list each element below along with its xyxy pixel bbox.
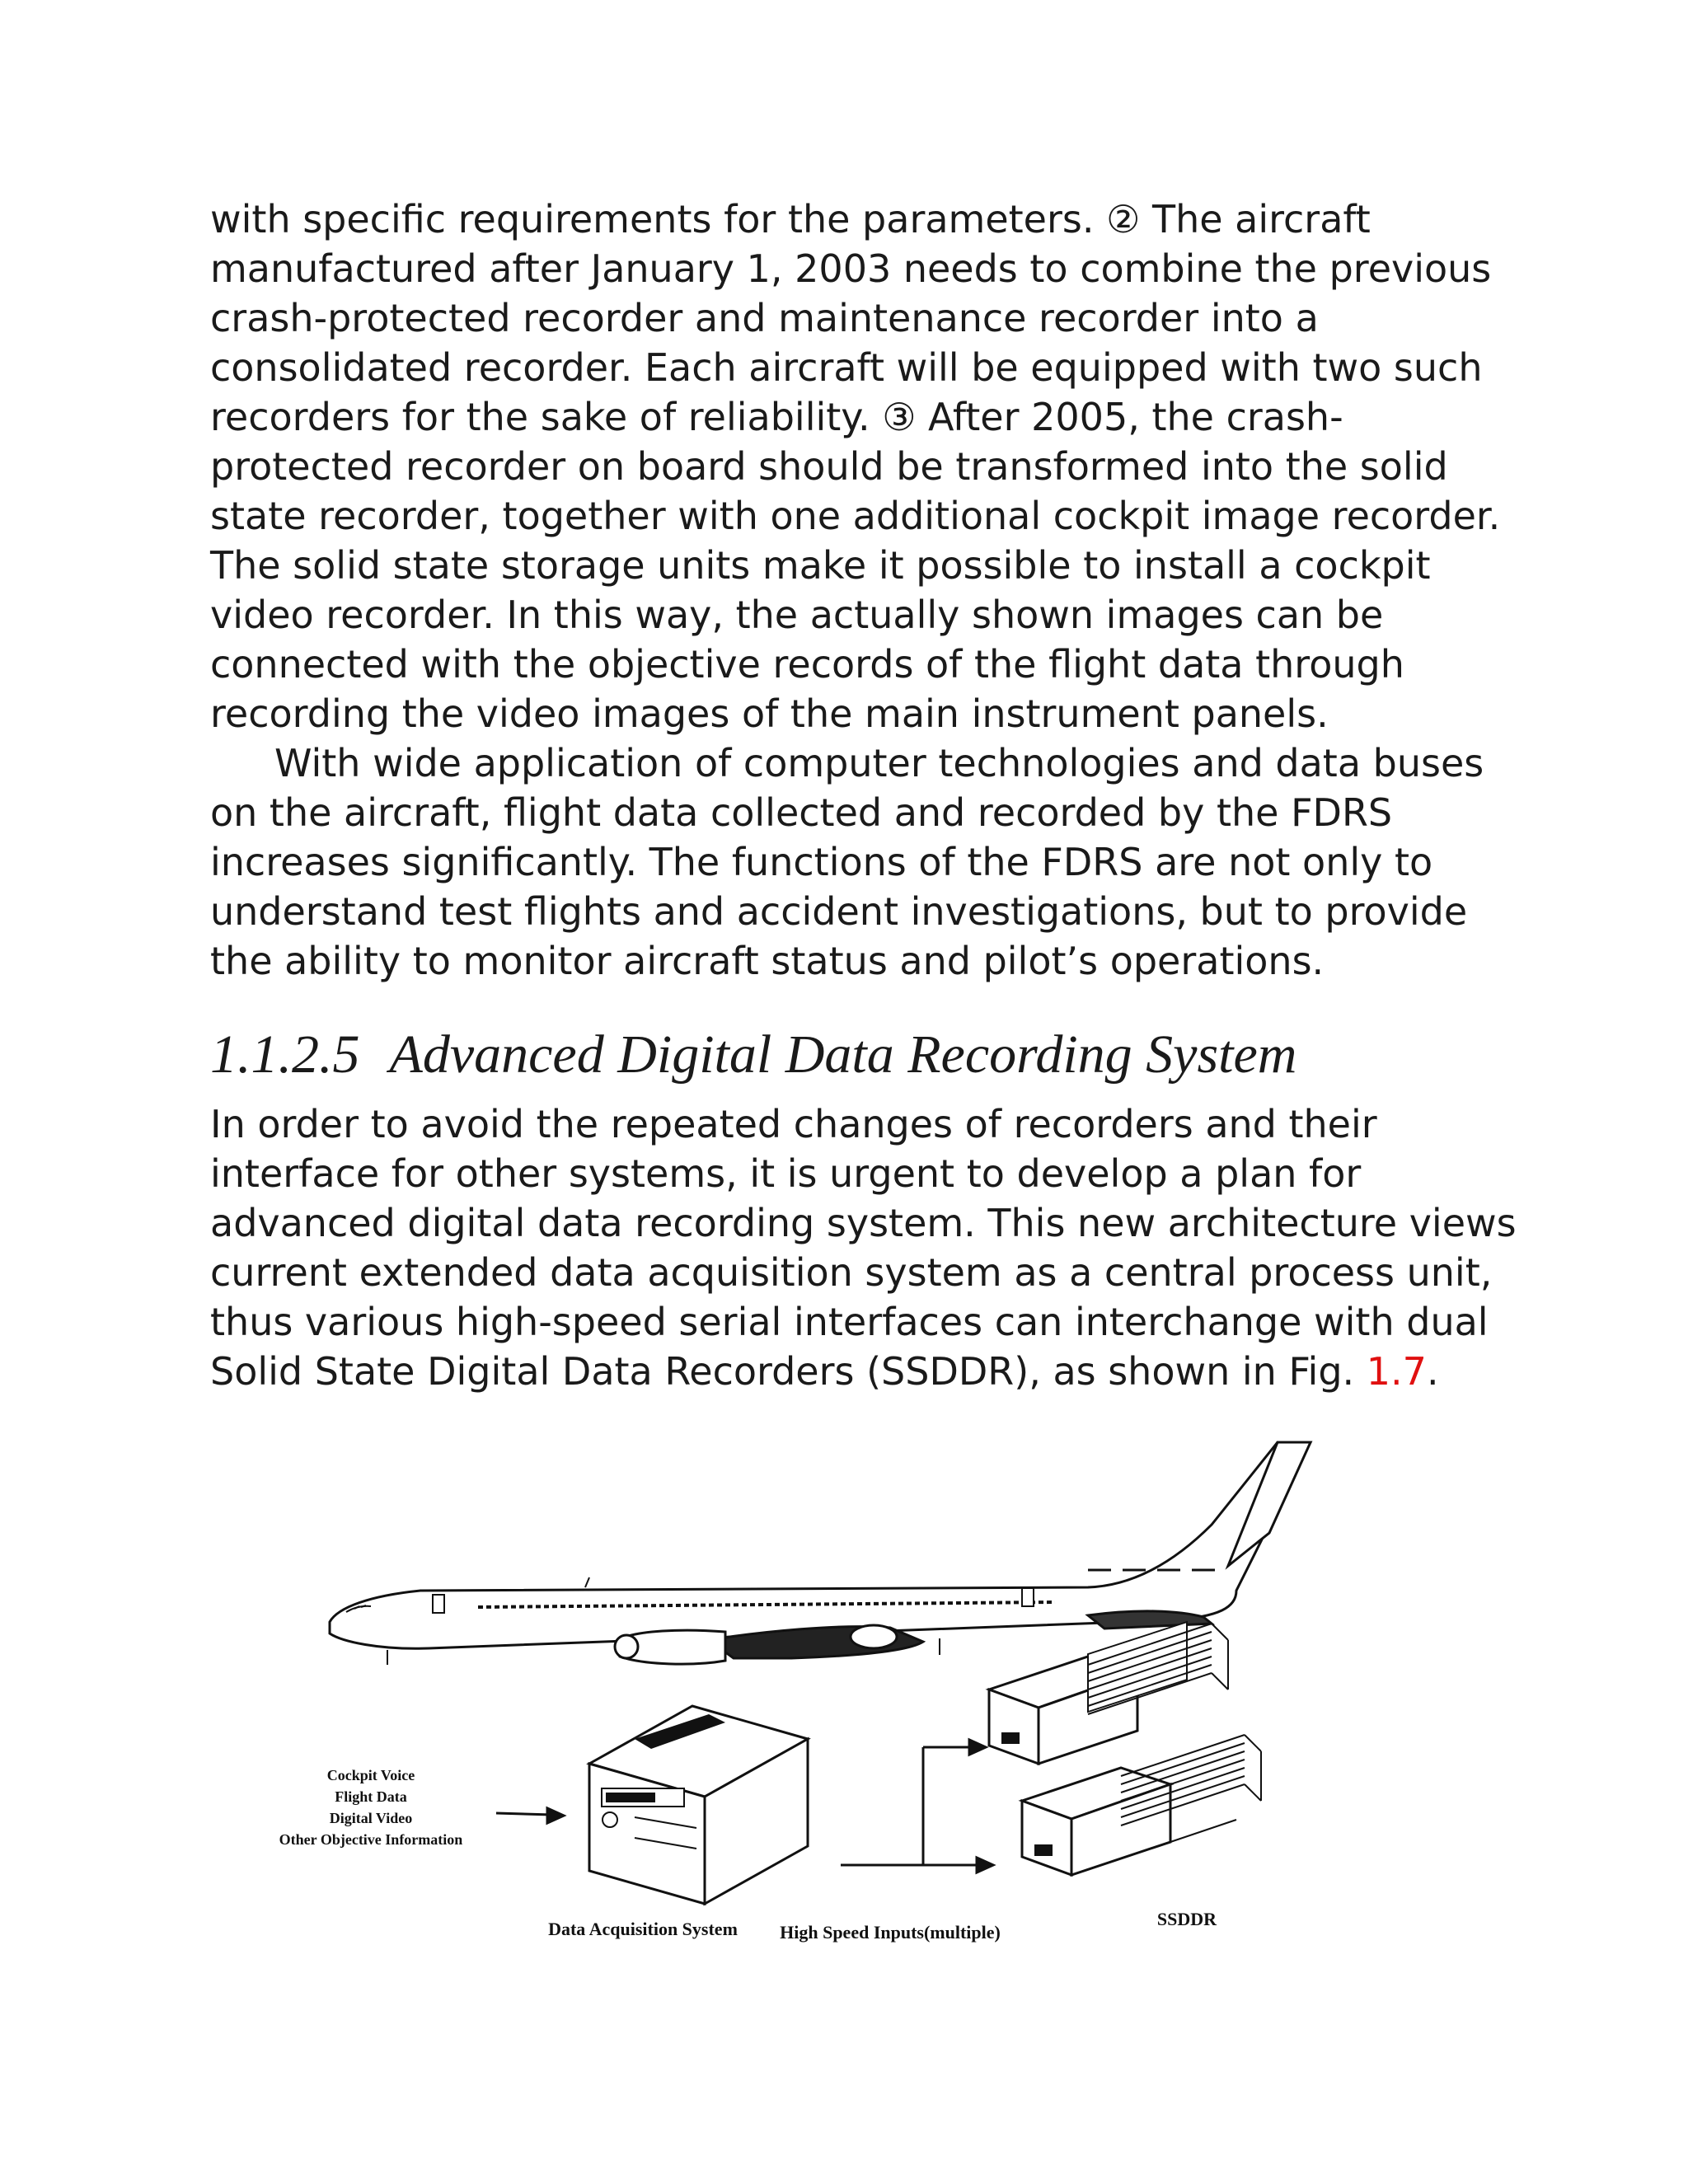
text-line: With wide application of computer technologies and data buses bbox=[274, 741, 1484, 785]
paragraph-continued bbox=[210, 194, 1501, 738]
text-line: on the aircraft, flight data collected and recorded by the FDRS bbox=[210, 790, 1393, 835]
ssddr-unit bbox=[989, 1622, 1228, 1764]
text-line: thus various high-speed serial interfaces can interchange with dual bbox=[210, 1300, 1489, 1344]
input-arrow bbox=[496, 1808, 564, 1823]
text-line: with specific requirements for the parameters. ② The aircraft bbox=[210, 197, 1371, 241]
text-line: In order to avoid the repeated changes of recorders and their bbox=[210, 1102, 1377, 1146]
paragraph-advanced-system bbox=[210, 1099, 1517, 1396]
data-acquisition-system-unit bbox=[589, 1706, 808, 1904]
text-fragment: . bbox=[1426, 1349, 1439, 1394]
text-line: understand test flights and accident investigations, but to provide bbox=[210, 889, 1468, 934]
figure-ssddr-architecture bbox=[264, 1426, 1418, 1953]
data-acquisition-system-label: Data Acquisition System bbox=[548, 1919, 738, 1939]
text-line: increases significantly. The functions of the FDRS are not only to bbox=[210, 840, 1433, 884]
high-speed-inputs-label: High Speed Inputs(multiple) bbox=[780, 1922, 1001, 1943]
text-line: consolidated recorder. Each aircraft will be equipped with two such bbox=[210, 345, 1483, 390]
text-line: connected with the objective records of the flight data through bbox=[210, 642, 1404, 687]
paragraph-fdrs bbox=[210, 738, 1496, 986]
text-line: crash-protected recorder and maintenance recorder into a bbox=[210, 296, 1319, 340]
text-line: recorders for the sake of reliability. ③ After 2005, the crash- bbox=[210, 395, 1343, 439]
input-label: Other Objective Information bbox=[279, 1831, 463, 1848]
text-line: interface for other systems, it is urgent to develop a plan for bbox=[210, 1151, 1362, 1196]
text-line: manufactured after January 1, 2003 needs to combine the previous bbox=[210, 246, 1492, 291]
section-title: Advanced Digital Data Recording System bbox=[389, 1024, 1297, 1085]
section-heading bbox=[210, 1022, 1529, 1088]
high-speed-inputs-arrows bbox=[841, 1740, 993, 1872]
input-label: Cockpit Voice bbox=[326, 1767, 415, 1783]
figure-reference-link[interactable]: 1.7 bbox=[1366, 1349, 1427, 1394]
text-fragment: Solid State Digital Data Recorders (SSDDR), as shown in Fig. bbox=[210, 1349, 1367, 1394]
input-label: Digital Video bbox=[329, 1810, 413, 1826]
section-number: 1.1.2.5 bbox=[210, 1024, 360, 1085]
ssddr-label: SSDDR bbox=[1156, 1909, 1217, 1929]
text-line-with-reference bbox=[210, 1347, 1496, 1396]
text-line: the ability to monitor aircraft status and pilot’s operations. bbox=[210, 939, 1325, 983]
text-line: The solid state storage units make it possible to install a cockpit bbox=[210, 543, 1431, 588]
text-line: video recorder. In this way, the actually shown images can be bbox=[210, 593, 1384, 637]
input-label: Flight Data bbox=[335, 1788, 407, 1805]
text-line: current extended data acquisition system as a central process unit, bbox=[210, 1250, 1493, 1295]
input-signals-list bbox=[279, 1767, 463, 1848]
text-line: protected recorder on board should be transformed into the solid bbox=[210, 444, 1448, 489]
text-line: advanced digital data recording system. This new architecture views bbox=[210, 1201, 1517, 1245]
text-line: state recorder, together with one additional cockpit image recorder. bbox=[210, 494, 1501, 538]
text-line: recording the video images of the main instrument panels. bbox=[210, 691, 1329, 736]
